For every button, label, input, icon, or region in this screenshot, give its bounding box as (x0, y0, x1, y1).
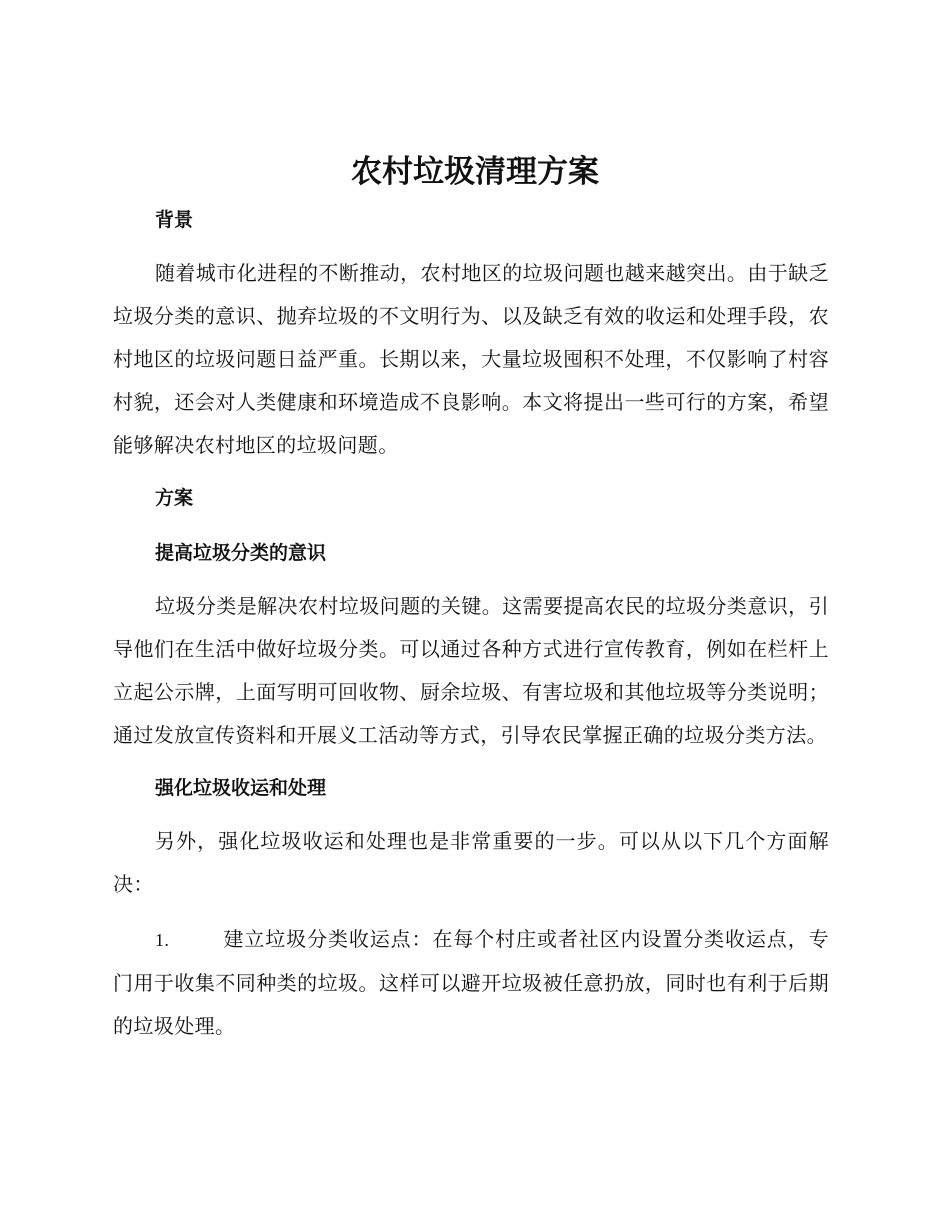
list-item-text: 建立垃圾分类收运点：在每个村庄或者社区内设置分类收运点，专门用于收集不同种类的垃圾。这样可以避开垃圾被任意扔放，同时也有利于后期的垃圾处理。 (113, 927, 829, 1038)
paragraph-background: 随着城市化进程的不断推动，农村地区的垃圾问题也越来越突出。由于缺乏垃圾分类的意识、抛弃垃圾的不文明行为、以及缺乏有效的收运和处理手段，农村地区的垃圾问题日益严重。长期以来，大量垃圾囤积不处理，不仅影响了村容村貌，还会对人类健康和环境造成不良影响。本文将提出一些可行的方案，希望能够解决农村地区的垃圾问题。 (113, 261, 829, 457)
list-item-number: 1. (155, 930, 170, 950)
section-heading-collection: 强化垃圾收运和处理 (155, 777, 327, 799)
section-heading-plan: 方案 (155, 487, 194, 509)
section-heading-background: 背景 (155, 209, 194, 231)
list-item (113, 918, 829, 1048)
paragraph-awareness: 垃圾分类是解决农村垃圾问题的关键。这需要提高农民的垃圾分类意识，引导他们在生活中做好垃圾分类。可以通过各种方式进行宣传教育，例如在栏杆上立起公示牌，上面写明可回收物、厨余垃圾、有害垃圾和其他垃圾等分类说明；通过发放宣传资料和开展义工活动等方式，引导农民掌握正确的垃圾分类方法。 (113, 594, 829, 747)
document-title: 农村垃圾清理方案 (351, 154, 599, 190)
paragraph-collection: 另外，强化垃圾收运和处理也是非常重要的一步。可以从以下几个方面解决： (113, 829, 829, 896)
section-heading-awareness: 提高垃圾分类的意识 (155, 542, 327, 564)
document-body (113, 200, 829, 1048)
